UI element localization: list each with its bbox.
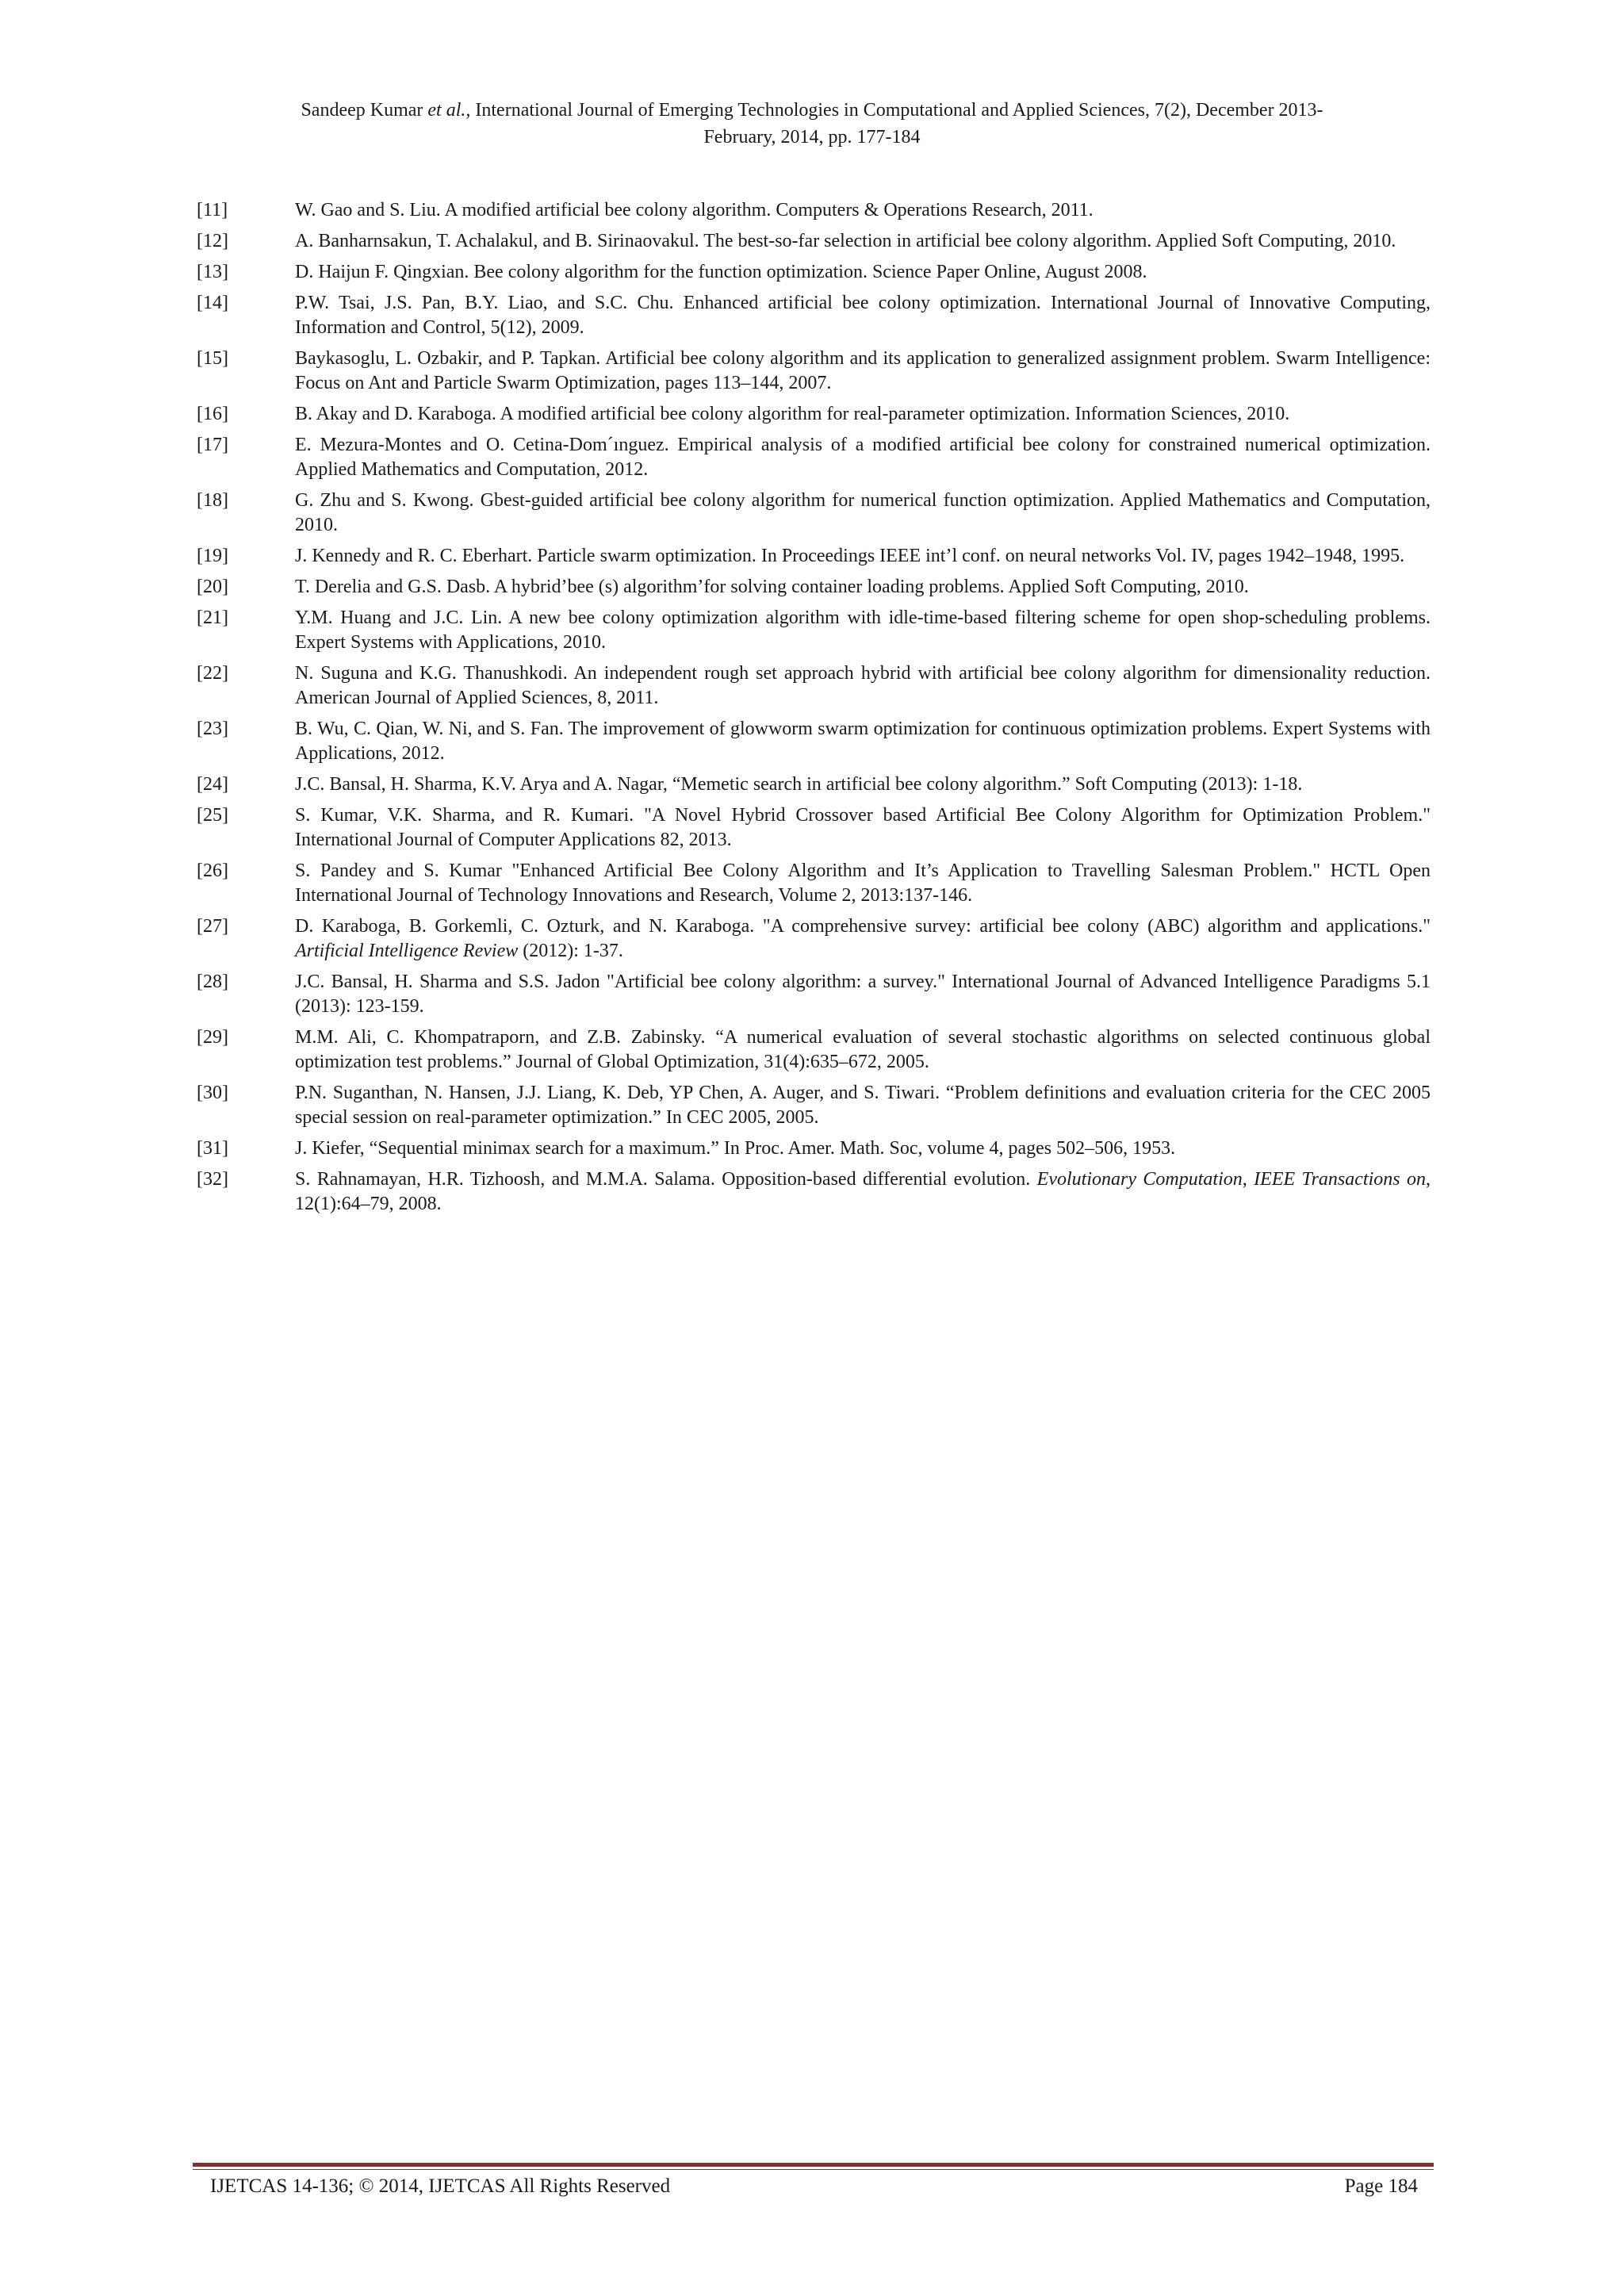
reference-text: G. Zhu and S. Kwong. Gbest-guided artificial bee colony algorithm for numerical function optimization. Applied Mathematics and Computation, 2010. — [295, 490, 1431, 535]
reference-number: [29] — [197, 1027, 228, 1048]
reference-item — [197, 198, 1431, 223]
reference-list — [197, 198, 1431, 1223]
reference-item — [197, 544, 1431, 569]
running-header — [159, 97, 1465, 151]
reference-number: [32] — [197, 1169, 228, 1190]
reference-item — [197, 1167, 1431, 1217]
reference-number: [31] — [197, 1138, 228, 1159]
page-number: Page 184 — [1344, 2175, 1418, 2197]
header-journal: International Journal of Emerging Technologies in Computational and Applied Sciences, 7(2), December 2013- — [470, 100, 1323, 121]
reference-number: [19] — [197, 546, 228, 566]
reference-item — [197, 803, 1431, 853]
reference-number: [28] — [197, 972, 228, 992]
footer-rule — [193, 2163, 1434, 2170]
reference-text: P.W. Tsai, J.S. Pan, B.Y. Liao, and S.C. Chu. Enhanced artificial bee colony optimization. International Journal of Innovative Computing, Information and Control, 5(12), 2009. — [295, 293, 1431, 338]
reference-item — [197, 1081, 1431, 1130]
reference-text: S. Pandey and S. Kumar "Enhanced Artificial Bee Colony Algorithm and It’s Application to Travelling Salesman Problem." HCTL Open International Journal of Technology Innovations and Research, Volume 2, 2013:137-146. — [295, 861, 1431, 906]
reference-number: [11] — [197, 200, 228, 220]
reference-number: [24] — [197, 774, 228, 795]
reference-number: [13] — [197, 262, 228, 282]
reference-text: T. Derelia and G.S. Dasb. A hybrid’bee (s) algorithm’for solving container loading problems. Applied Soft Computing, 2010. — [295, 577, 1249, 597]
reference-text: E. Mezura-Montes and O. Cetina-Dom´ınguez. Empirical analysis of a modified artificial bee colony for constrained numerical optimization. Applied Mathematics and Computation, 2012. — [295, 435, 1431, 480]
header-author: Sandeep Kumar — [301, 100, 428, 121]
reference-text: B. Akay and D. Karaboga. A modified artificial bee colony algorithm for real-parameter optimization. Information Sciences, 2010. — [295, 404, 1290, 424]
header-etal: et al., — [427, 100, 471, 121]
reference-text: J. Kennedy and R. C. Eberhart. Particle swarm optimization. In Proceedings IEEE int’l conf. on neural networks Vol. IV, pages 1942–1948, 1995. — [295, 546, 1405, 566]
reference-item — [197, 914, 1431, 964]
reference-number: [16] — [197, 404, 228, 424]
reference-item — [197, 717, 1431, 766]
reference-text — [295, 1169, 1431, 1214]
reference-text: A. Banharnsakun, T. Achalakul, and B. Sirinaovakul. The best-so-far selection in artificial bee colony algorithm. Applied Soft Computing, 2010. — [295, 231, 1396, 251]
reference-venue-italic: Evolutionary Computation, IEEE Transactions on — [1036, 1169, 1427, 1190]
reference-number: [21] — [197, 608, 228, 628]
reference-text: D. Haijun F. Qingxian. Bee colony algorithm for the function optimization. Science Paper Online, August 2008. — [295, 262, 1147, 282]
reference-number: [23] — [197, 719, 228, 739]
reference-item — [197, 260, 1431, 285]
reference-text: Y.M. Huang and J.C. Lin. A new bee colony optimization algorithm with idle-time-based filtering scheme for open shop-scheduling problems. Expert Systems with Applications, 2010. — [295, 608, 1431, 653]
header-line-2: February, 2014, pp. 177-184 — [703, 127, 921, 148]
reference-text: Baykasoglu, L. Ozbakir, and P. Tapkan. Artificial bee colony algorithm and its application to generalized assignment problem. Swarm Intelligence: Focus on Ant and Particle Swarm Optimization, pages 113–144, 2007. — [295, 348, 1431, 393]
header-line-1 — [159, 97, 1465, 124]
reference-text-pre: D. Karaboga, B. Gorkemli, C. Ozturk, and N. Karaboga. "A comprehensive survey: artificial bee colony (ABC) algorithm and applications." — [295, 916, 1431, 937]
reference-text: J.C. Bansal, H. Sharma, K.V. Arya and A. Nagar, “Memetic search in artificial bee colony algorithm.” Soft Computing (2013): 1-18. — [295, 774, 1303, 795]
reference-item — [197, 433, 1431, 482]
reference-item — [197, 1025, 1431, 1075]
reference-number: [17] — [197, 435, 228, 455]
reference-number: [14] — [197, 293, 228, 313]
reference-text-pre: S. Rahnamayan, H.R. Tizhoosh, and M.M.A. Salama. Opposition-based differential evolution. — [295, 1169, 1037, 1190]
reference-number: [15] — [197, 348, 228, 369]
reference-text: S. Kumar, V.K. Sharma, and R. Kumari. "A Novel Hybrid Crossover based Artificial Bee Colony Algorithm for Optimization Problem." International Journal of Computer Applications 82, 2013. — [295, 805, 1431, 850]
reference-text: N. Suguna and K.G. Thanushkodi. An independent rough set approach hybrid with artificial bee colony algorithm for dimensionality reduction. American Journal of Applied Sciences, 8, 2011. — [295, 663, 1431, 708]
reference-item — [197, 229, 1431, 254]
reference-item — [197, 489, 1431, 538]
reference-item — [197, 772, 1431, 797]
reference-text-post: (2012): 1-37. — [518, 941, 623, 961]
reference-number: [25] — [197, 805, 228, 826]
reference-number: [22] — [197, 663, 228, 684]
reference-text: W. Gao and S. Liu. A modified artificial bee colony algorithm. Computers & Operations Research, 2011. — [295, 200, 1094, 220]
reference-item — [197, 291, 1431, 340]
reference-item — [197, 859, 1431, 908]
reference-item — [197, 402, 1431, 427]
reference-item — [197, 970, 1431, 1019]
reference-number: [18] — [197, 490, 228, 511]
reference-text: J. Kiefer, “Sequential minimax search for a maximum.” In Proc. Amer. Math. Soc, volume 4, pages 502–506, 1953. — [295, 1138, 1176, 1159]
reference-number: [27] — [197, 916, 228, 937]
reference-item — [197, 1137, 1431, 1161]
reference-text — [295, 916, 1431, 961]
reference-text: J.C. Bansal, H. Sharma and S.S. Jadon "Artificial bee colony algorithm: a survey." International Journal of Advanced Intelligence Paradigms 5.1 (2013): 123-159. — [295, 972, 1431, 1017]
reference-number: [12] — [197, 231, 228, 251]
reference-text: P.N. Suganthan, N. Hansen, J.J. Liang, K. Deb, YP Chen, A. Auger, and S. Tiwari. “Problem definitions and evaluation criteria for the CEC 2005 special session on real-parameter optimization.” In CEC 2005, 2005. — [295, 1083, 1431, 1128]
reference-item — [197, 606, 1431, 655]
reference-number: [20] — [197, 577, 228, 597]
reference-number: [30] — [197, 1083, 228, 1103]
reference-item — [197, 347, 1431, 396]
reference-number: [26] — [197, 861, 228, 881]
reference-venue-italic: Artificial Intelligence Review — [295, 941, 519, 961]
reference-item — [197, 575, 1431, 600]
reference-text: B. Wu, C. Qian, W. Ni, and S. Fan. The improvement of glowworm swarm optimization for continuous optimization problems. Expert Systems with Applications, 2012. — [295, 719, 1431, 764]
reference-text-post: , 12(1):64–79, 2008. — [295, 1169, 1431, 1214]
reference-text: M.M. Ali, C. Khompatraporn, and Z.B. Zabinsky. “A numerical evaluation of several stochastic algorithms on selected continuous global optimization test problems.” Journal of Global Optimization, 31(4):635–672, 2005. — [295, 1027, 1431, 1072]
footer-copyright: IJETCAS 14-136; © 2014, IJETCAS All Rights Reserved — [210, 2175, 671, 2197]
reference-item — [197, 661, 1431, 711]
